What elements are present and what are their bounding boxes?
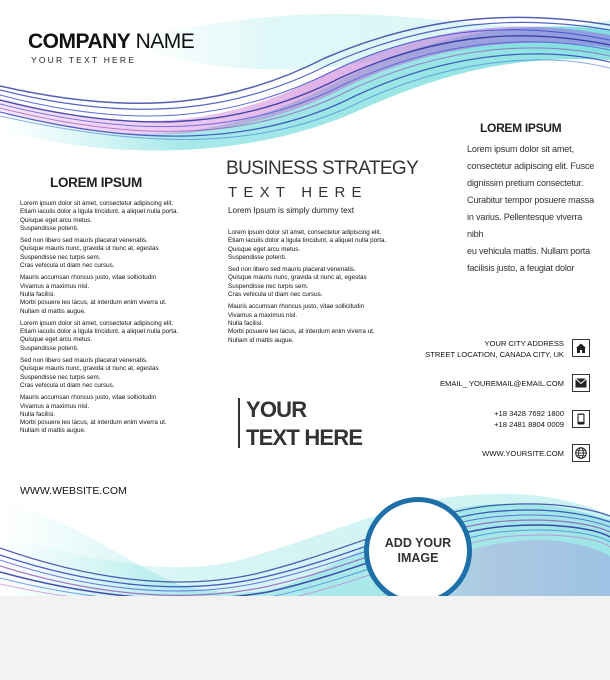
company-tagline: YOUR TEXT HERE (31, 55, 137, 65)
contact-address (425, 338, 564, 360)
middle-paragraph (228, 266, 408, 299)
left-text-line: Suspendisse nec turpis sem. (20, 373, 101, 381)
left-text-line: Morbi posuere leo lacus, at interdum enim viverra ut. (20, 299, 167, 307)
left-text-line: Morbi posuere leo lacus, at interdum enim viverra ut. (20, 419, 167, 427)
left-text-line: Nulla facilisi. (20, 410, 55, 418)
website-link[interactable]: WWW.WEBSITE.COM (20, 485, 127, 497)
left-text-line: Vivamus a maximus nisl. (20, 282, 90, 290)
middle-text-line: Mauris accumsan rhoncus justo, vitae sollicitudin (228, 303, 365, 311)
left-text-line: Lorem ipsum dolor sit amet, consectetur adipiscing elit. (20, 200, 174, 207)
left-text-line: Nulla facilisi. (20, 290, 55, 298)
image-placeholder-line1: ADD YOUR (384, 536, 452, 550)
company-name (28, 30, 194, 54)
middle-text-line: Quisque mauris nunc, gravida ut nunc at, egestas (228, 274, 367, 282)
left-paragraph (20, 320, 210, 353)
middle-paragraph (228, 229, 408, 262)
middle-text-line: Lorem ipsum dolor sit amet, consectetur adipiscing elit. (228, 229, 382, 236)
left-text-line: Vivamus a maximus nisl. (20, 402, 90, 410)
left-text-line: Suspendisse potenti. (20, 344, 79, 352)
address-line1: YOUR CITY ADDRESS (484, 339, 564, 348)
left-text-line: Quisque mauris nunc, gravida ut nunc at, egestas (20, 245, 159, 253)
home-icon (572, 339, 590, 357)
bottom-wave-band (0, 494, 610, 596)
left-paragraph (20, 237, 210, 270)
left-text-line: Quisque eget arcu metus. (20, 216, 93, 224)
image-placeholder-line2: IMAGE (397, 551, 439, 565)
middle-text-line: Nulla facilisi. (228, 319, 263, 327)
globe-icon (572, 444, 590, 462)
left-text-line: Nullam id mattis augue. (20, 427, 86, 435)
right-text-line: consectetur adipiscing elit. Fusce (467, 161, 595, 171)
right-text-line: in varius. Pellentesque viverra nibh (467, 212, 583, 239)
left-text-line: Quisque mauris nunc, gravida ut nunc at, egestas (20, 365, 159, 373)
phone-icon (572, 410, 590, 428)
right-text-line: facilisis justo, a feugiat dolor (467, 263, 575, 273)
left-paragraph (20, 357, 210, 390)
image-placeholder-label (385, 536, 451, 566)
middle-text-line: Morbi posuere leo lacus, at interdum enim viverra ut. (228, 328, 375, 336)
left-title: LOREM IPSUM (50, 175, 142, 190)
left-text-line: Mauris accumsan rhoncus justo, vitae sollicitudin (20, 394, 157, 402)
left-text-line: Quisque eget arcu metus. (20, 336, 93, 344)
left-text-line: Suspendisse nec turpis sem. (20, 253, 101, 261)
left-text-line: Etiam iaculis dolor a ligula tincidunt, a aliquet nulla porta. (20, 208, 179, 216)
middle-text-line: Suspendisse potenti. (228, 253, 287, 261)
address-line2: STREET LOCATION, CANADA CITY, UK (425, 350, 564, 359)
left-text-line: Cras vehicula ut diam nec cursus. (20, 262, 115, 270)
middle-text-line: Quisque eget arcu metus. (228, 245, 301, 253)
right-text-line: eu vehicula mattis. Nullam porta (467, 246, 590, 256)
strategy-title: BUSINESS STRATEGY (226, 158, 419, 179)
your-text-heading (246, 396, 362, 452)
left-paragraph (20, 394, 210, 435)
divider-bar (238, 398, 240, 448)
strategy-caption: Lorem Ipsum is simply dummy text (228, 206, 355, 215)
middle-text-line: Sed non libero sed mauris placerat venenatis. (228, 266, 356, 274)
left-paragraph (20, 274, 210, 315)
left-text-line: Suspendisse potenti. (20, 224, 79, 232)
left-body (20, 200, 210, 440)
left-text-line: Nullam id mattis augue. (20, 307, 86, 315)
middle-paragraph (228, 303, 408, 344)
left-text-line: Sed non libero sed mauris placerat venenatis. (20, 357, 148, 365)
left-text-line: Lorem ipsum dolor sit amet, consectetur adipiscing elit. (20, 319, 174, 327)
company-name-bold: COMPANY (28, 30, 131, 53)
phone-line2: +18 2481 8804 0009 (494, 420, 564, 429)
envelope-icon (572, 374, 590, 392)
right-text-line: Lorem ipsum dolor sit amet, (467, 144, 574, 154)
your-text-line1: YOUR (246, 397, 307, 422)
middle-text-line: Cras vehicula ut diam nec cursus. (228, 291, 323, 299)
middle-text-line: Suspendisse nec turpis sem. (228, 282, 309, 290)
middle-text-line: Vivamus a maximus nisl. (228, 311, 298, 319)
right-body (467, 141, 597, 277)
left-text-line: Etiam iaculis dolor a ligula tincidunt, a aliquet nulla porta. (20, 328, 179, 336)
left-text-line: Sed non libero sed mauris placerat venenatis. (20, 237, 148, 245)
contact-website[interactable]: WWW.YOURSITE.COM (482, 449, 564, 458)
company-name-rest: NAME (135, 30, 195, 53)
left-text-line: Cras vehicula ut diam nec cursus. (20, 381, 115, 389)
middle-text-line: Nullam id mattis augue. (228, 336, 294, 344)
your-text-line2: TEXT HERE (246, 425, 363, 450)
right-text-line: Curabitur tempor posuere massa (467, 195, 594, 205)
left-paragraph (20, 200, 210, 233)
strategy-subtitle: TEXT HERE (228, 184, 368, 201)
middle-body (228, 229, 408, 349)
middle-text-line: Etiam iaculis dolor a ligula tincidunt, a aliquet nulla porta. (228, 237, 387, 245)
contact-email[interactable]: EMAIL_ YOUREMAIL@EMAIL.COM (439, 379, 564, 388)
image-placeholder[interactable] (364, 497, 472, 596)
contact-phones (494, 408, 564, 430)
right-title: LOREM IPSUM (480, 121, 562, 135)
right-text-line: dignissim pretium consectetur. (467, 178, 584, 188)
left-text-line: Mauris accumsan rhoncus justo, vitae sollicitudin (20, 274, 157, 282)
phone-line1: +18 3428 7692 1800 (494, 409, 564, 418)
